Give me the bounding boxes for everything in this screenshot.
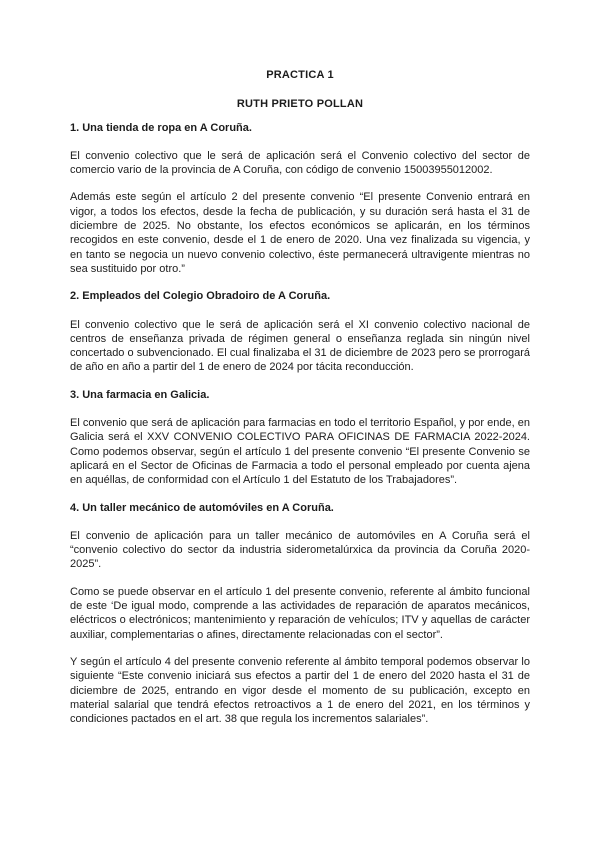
section-2 xyxy=(70,289,530,374)
section-4 xyxy=(70,501,530,727)
section-2-paragraph-1: El convenio colectivo que le será de aplicación será el XI convenio colectivo nacional de centros de enseñanza privada de régimen general o enseñanza reglada sin ningún nivel concertado o subvencionado. El cual finalizaba el 31 de diciembre de 2023 pero se prorrogará de año en año a partir del 1 de enero de 2024 por tácita reconducción. xyxy=(70,318,530,374)
section-3-heading: 3. Una farmacia en Galicia. xyxy=(70,388,210,401)
section-1-heading: 1. Una tienda de ropa en A Coruña. xyxy=(70,121,252,134)
section-4-heading: 4. Un taller mecánico de automóviles en A Coruña. xyxy=(70,501,334,514)
section-1 xyxy=(70,121,530,277)
section-4-paragraph-1: El convenio de aplicación para un taller mecánico de automóviles en A Coruña será el “convenio colectivo do sector da industria siderometalúrxica da provincia da Coruña 2020-2025”. xyxy=(70,529,530,571)
section-4-paragraph-2: Como se puede observar en el artículo 1 del presente convenio, referente al ámbito funcional de este ‘De igual modo, comprende a las actividades de reparación de aparatos mecánicos, eléctricos o electrónicos; mantenimiento y reparación de vehículos; ITV y aquellas de carácter auxiliar, complementarias o afines, directamente relacionadas con el sector”. xyxy=(70,585,530,641)
section-2-heading: 2. Empleados del Colegio Obradoiro de A Coruña. xyxy=(70,290,331,303)
document-author: RUTH PRIETO POLLAN xyxy=(236,98,364,111)
section-1-paragraph-2: Además este según el artículo 2 del presente convenio “El presente Convenio entrará en vigor, a todos los efectos, desde la fecha de publicación, y su duración será hasta el 31 de diciembre de 2025. No obstante, los efectos económicos se aplicarán, en los términos recogidos en este convenio, desde el 1 de enero de 2020. Una vez finalizada su vigencia, y en tanto se negocia un nuevo convenio colectivo, éste permanecerá ultravigente mientras no sea sustituido por otro.” xyxy=(70,191,530,275)
section-3 xyxy=(70,388,530,488)
section-4-paragraph-3: Y según el artículo 4 del presente convenio referente al ámbito temporal podemos observar lo siguiente “Este convenio iniciará sus efectos a partir del 1 de enero del 2020 hasta el 31 de diciembre de 2025, entrando en vigor desde el momento de su publicación, excepto en material salarial que tendrá efectos retroactivos a 1 de enero del 2021, en los términos y condiciones pactados en el art. 38 que regula los incrementos salariales”. xyxy=(70,655,530,726)
section-1-paragraph-1: El convenio colectivo que le será de aplicación será el Convenio colectivo del sector de comercio vario de la provincia de A Coruña, con código de convenio 15003955012002. xyxy=(70,149,530,177)
section-3-paragraph-1: El convenio que será de aplicación para farmacias en todo el territorio Español, y por ende, en Galicia será el XXV CONVENIO COLECTIVO PARA OFICINAS DE FARMACIA 2022-2024. Como podemos observar, según el artículo 1 del presente convenio “El presente Convenio se aplicará en el Sector de Oficinas de Farmacia a todo el personal empleado por cuenta ajena en aquéllas, de conformidad con el Artículo 1 del Estatuto de los Trabajadores”. xyxy=(70,417,530,487)
document-title: PRACTICA 1 xyxy=(266,69,334,81)
